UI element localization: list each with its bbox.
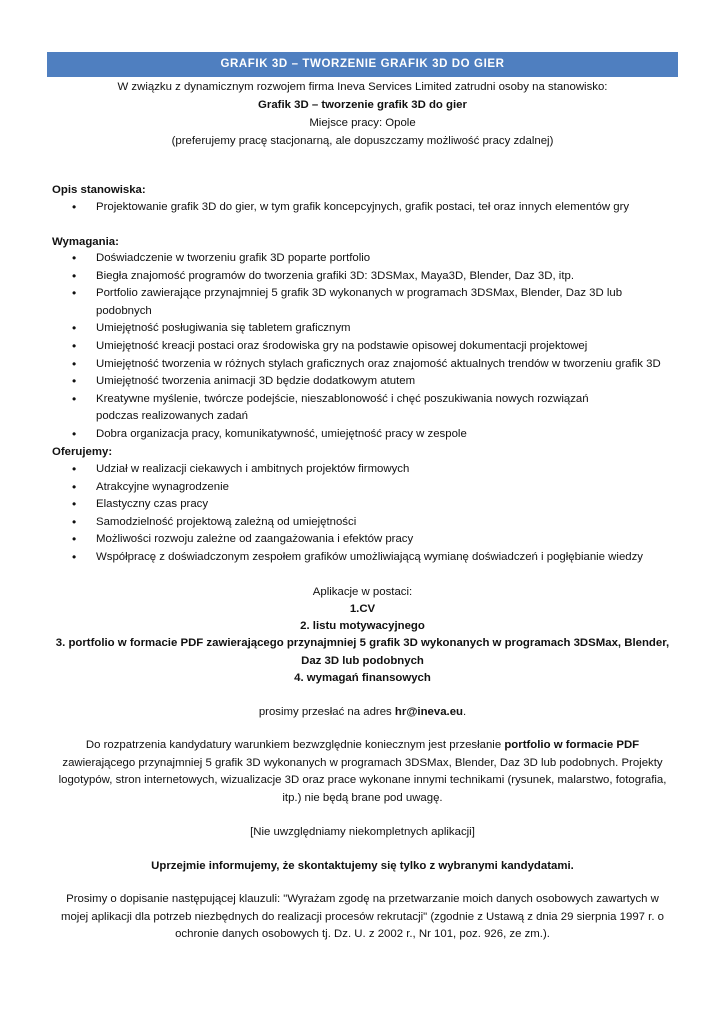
condition-text-2: zawierającego przynajmniej 5 grafik 3D wykonanych w programach 3DSMax, Blender, Daz 3D lub podobnych. Projekty logotypów, stron internetowych, wizualizacje 3D oraz prace wykonane innymi technikami (rysunek, malarstwo, fotografia, itp.) nie będą brane pod uwagę.	[58, 756, 667, 804]
list-item: • Umiejętność posługiwania się tabletem graficznym	[52, 320, 672, 338]
requirements-list	[52, 250, 672, 444]
list-item: • Współpracę z doświadczonym zespołem grafików umożliwiającą wymianę doświadczeń i pogłębianie wiedzy	[52, 549, 672, 567]
requirements-heading: Wymagania:	[52, 236, 119, 248]
list-item: • Portfolio zawierające przynajmniej 5 grafik 3D wykonanych w programach 3DSMax, Blender, Daz 3D lub podobnych	[52, 285, 672, 320]
application-intro: Aplikacje w postaci:	[312, 586, 413, 598]
send-to-line	[47, 703, 678, 721]
list-item: • Kreatywne myślenie, twórcze podejście, nieszablonowość i chęć poszukiwania nowych rozwiązań podczas realizowanych zadań	[52, 391, 672, 426]
contact-notice: Uprzejmie informujemy, że skontaktujemy się tylko z wybranymi kandydatami.	[151, 860, 574, 872]
list-item: • Doświadczenie w tworzeniu grafik 3D poparte portfolio	[52, 250, 672, 268]
send-suffix: .	[463, 706, 467, 718]
application-item-salary: 4. wymagań finansowych	[294, 672, 431, 684]
position-title: Grafik 3D – tworzenie grafik 3D do gier	[258, 99, 467, 111]
incomplete-notice: [Nie uwzględniamy niekompletnych aplikacji]	[250, 826, 475, 838]
list-item: • Projektowanie grafik 3D do gier, w tym grafik koncepcyjnych, grafik postaci, teł oraz innych elementów gry	[52, 199, 672, 217]
list-item: • Biegła znajomość programów do tworzenia grafiki 3D: 3DSMax, Maya3D, Blender, Daz 3D, itp.	[52, 268, 672, 286]
description-list	[52, 199, 672, 217]
application-item-portfolio: 3. portfolio w formacie PDF zawierającego przynajmniej 5 grafik 3D wykonanych w programach 3DSMax, Blender, Daz 3D lub podobnych	[55, 637, 670, 667]
email-link[interactable]: hr@ineva.eu	[394, 706, 464, 718]
condition-emphasis: portfolio w formacie PDF	[504, 739, 640, 751]
portfolio-condition	[52, 737, 673, 807]
send-prefix: prosimy przesłać na adres	[258, 706, 395, 718]
application-item-cv: 1.CV	[349, 603, 376, 615]
offer-list	[52, 461, 672, 567]
list-item: • Umiejętność tworzenia w różnych stylach graficznych oraz znajomość aktualnych trendów w tworzeniu grafik 3D	[52, 356, 672, 374]
list-item: • Udział w realizacji ciekawych i ambitnych projektów firmowych	[52, 461, 672, 479]
description-heading: Opis stanowiska:	[52, 184, 146, 196]
intro-line: W związku z dynamicznym rozwojem firma Ineva Services Limited zatrudni osoby na stanowisko:	[117, 81, 608, 93]
work-location: Miejsce pracy: Opole	[309, 117, 416, 129]
list-item: • Umiejętność kreacji postaci oraz środowiska gry na podstawie opisowej dokumentacji projektowej	[52, 338, 672, 356]
list-item: • Elastyczny czas pracy	[52, 496, 672, 514]
consent-clause: Prosimy o dopisanie następującej klauzuli: "Wyrażam zgodę na przetwarzanie moich danych osobowych zawartych w mojej aplikacji dla potrzeb niezbędnych do realizacji procesów rekrutacji" (zgodnie z Ustawą z dnia 29 sierpnia 1997 r. o ochronie danych osobowych tj. Dz. U. z 2002 r., Nr 101, poz. 926, ze zm.).	[60, 893, 664, 941]
condition-text-1: Do rozpatrzenia kandydatury warunkiem bezwzględnie koniecznym jest przesłanie	[85, 739, 505, 751]
list-item: • Możliwości rozwoju zależne od zaangażowania i efektów pracy	[52, 531, 672, 549]
offer-heading: Oferujemy:	[52, 446, 113, 458]
list-item: • Samodzielność projektową zależną od umiejętności	[52, 514, 672, 532]
list-item: • Umiejętność tworzenia animacji 3D będzie dodatkowym atutem	[52, 373, 672, 391]
remote-note: (preferujemy pracę stacjonarną, ale dopuszczamy możliwość pracy zdalnej)	[171, 135, 554, 147]
list-item: • Atrakcyjne wynagrodzenie	[52, 479, 672, 497]
list-item: • Dobra organizacja pracy, komunikatywność, umiejętność pracy w zespole	[52, 426, 672, 444]
title-banner: GRAFIK 3D – TWORZENIE GRAFIK 3D DO GIER	[47, 52, 678, 77]
application-item-letter: 2. listu motywacyjnego	[300, 620, 425, 632]
